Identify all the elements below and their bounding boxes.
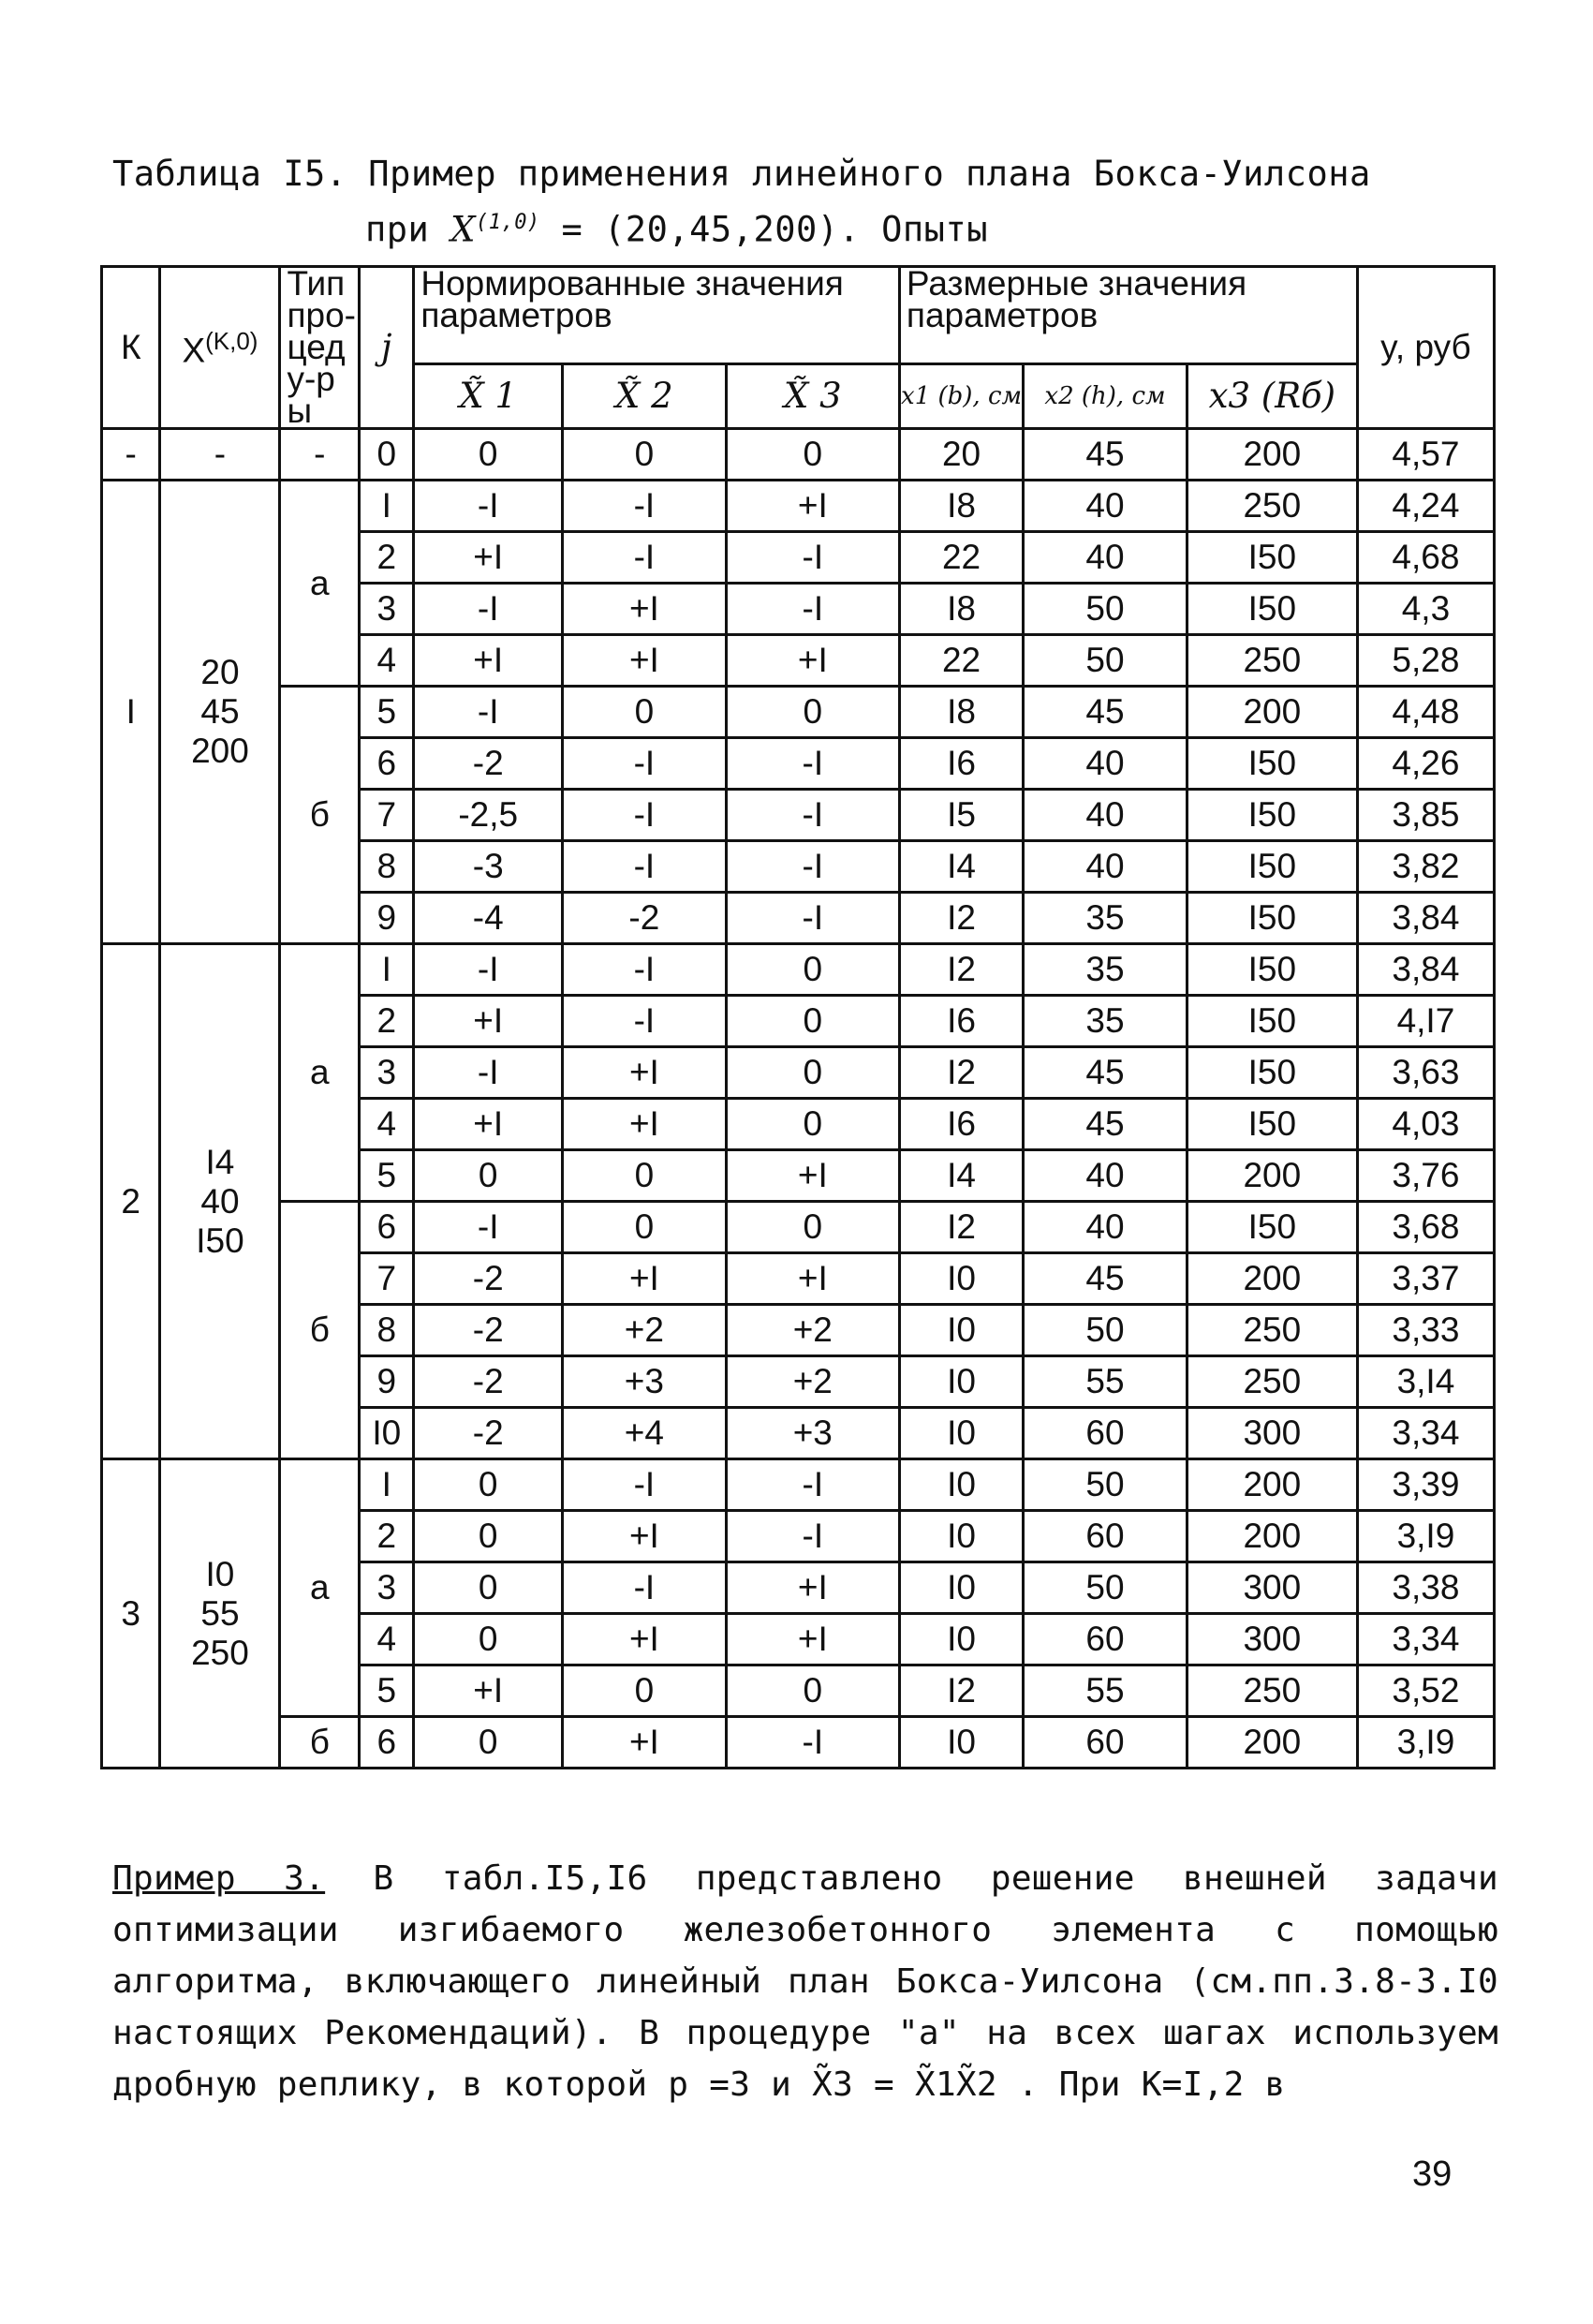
table-cell: -2 bbox=[414, 1253, 563, 1305]
table-cell: 0 bbox=[726, 1665, 899, 1717]
table-cell: I bbox=[360, 944, 414, 996]
table-cell: 2 bbox=[360, 1511, 414, 1562]
table-cell: -I bbox=[726, 841, 899, 893]
table-cell: -I bbox=[726, 738, 899, 790]
table-cell: I50 bbox=[1187, 1202, 1357, 1253]
table-cell: +I bbox=[726, 481, 899, 532]
group-x bbox=[160, 944, 280, 1459]
table-cell: I0 bbox=[899, 1408, 1023, 1459]
table-cell: 6 bbox=[360, 738, 414, 790]
table-cell: I4 bbox=[899, 841, 1023, 893]
table-cell: I50 bbox=[1187, 944, 1357, 996]
header-dim-x1: x1 (b), см bbox=[899, 363, 1023, 428]
group-x-value: I4 bbox=[205, 1142, 235, 1181]
table-cell: +I bbox=[726, 1253, 899, 1305]
table-cell: 200 bbox=[1187, 429, 1357, 481]
caption-sup: (1,0) bbox=[475, 211, 540, 234]
table-cell: 45 bbox=[1024, 1253, 1187, 1305]
table-cell: 0 bbox=[563, 1665, 727, 1717]
header-norm: Нормированные значения параметров bbox=[414, 267, 900, 364]
table-cell: +I bbox=[563, 635, 727, 687]
experiment-table bbox=[100, 265, 1496, 1769]
table-cell: -I bbox=[726, 1511, 899, 1562]
table-cell: I8 bbox=[899, 481, 1023, 532]
table-cell: 4,26 bbox=[1357, 738, 1494, 790]
table-row bbox=[102, 687, 1495, 738]
table-cell: +I bbox=[726, 1614, 899, 1665]
table-cell: I0 bbox=[899, 1253, 1023, 1305]
table-cell: 0 bbox=[414, 429, 563, 481]
group-x-value: 20 bbox=[200, 653, 240, 691]
table-cell: 3,76 bbox=[1357, 1150, 1494, 1202]
table-cell: 0 bbox=[726, 1099, 899, 1150]
table-cell: 4 bbox=[360, 1614, 414, 1665]
table-cell: I50 bbox=[1187, 996, 1357, 1047]
table-cell: +I bbox=[414, 635, 563, 687]
header-j: j bbox=[360, 267, 414, 429]
table-cell: 250 bbox=[1187, 1305, 1357, 1356]
table-cell: -4 bbox=[414, 893, 563, 944]
table-cell: -I bbox=[563, 532, 727, 584]
table-cell: +I bbox=[726, 635, 899, 687]
table-cell: I0 bbox=[899, 1614, 1023, 1665]
group-x-value: 250 bbox=[191, 1633, 249, 1672]
table-cell: 45 bbox=[1024, 1099, 1187, 1150]
table-cell: -I bbox=[563, 944, 727, 996]
proc-type: а bbox=[280, 481, 360, 687]
group-x bbox=[160, 481, 280, 944]
table-cell: 40 bbox=[1024, 532, 1187, 584]
table-row-base bbox=[102, 429, 1495, 481]
group-x-value: 55 bbox=[200, 1593, 240, 1633]
table-row bbox=[102, 1717, 1495, 1769]
table-cell: I4 bbox=[899, 1150, 1023, 1202]
table-cell: 40 bbox=[1024, 1202, 1187, 1253]
table-cell: -I bbox=[726, 790, 899, 841]
table-cell: 250 bbox=[1187, 635, 1357, 687]
table-cell: I50 bbox=[1187, 841, 1357, 893]
table-cell: I2 bbox=[899, 893, 1023, 944]
table-cell: I2 bbox=[899, 1202, 1023, 1253]
table-cell: 35 bbox=[1024, 996, 1187, 1047]
table-cell: 4 bbox=[360, 1099, 414, 1150]
table-cell: 35 bbox=[1024, 944, 1187, 996]
table-cell: 0 bbox=[414, 1614, 563, 1665]
header-k: К bbox=[102, 267, 160, 429]
header-dim-x3: x3 (Rб) bbox=[1187, 363, 1357, 428]
table-cell: -I bbox=[726, 532, 899, 584]
table-cell: I0 bbox=[899, 1459, 1023, 1511]
proc-type: б bbox=[280, 1717, 360, 1769]
table-cell: 4,68 bbox=[1357, 532, 1494, 584]
table-cell: 0 bbox=[563, 429, 727, 481]
proc-type: а bbox=[280, 1459, 360, 1717]
header-type: Тип про-цеду-ры bbox=[280, 267, 360, 429]
table-cell: 200 bbox=[1187, 1150, 1357, 1202]
table-cell: 0 bbox=[726, 1047, 899, 1099]
header-norm-x3: X̃ 3 bbox=[726, 363, 899, 428]
table-row bbox=[102, 944, 1495, 996]
table-cell: I50 bbox=[1187, 1047, 1357, 1099]
table-cell: 4,57 bbox=[1357, 429, 1494, 481]
table-cell: 0 bbox=[360, 429, 414, 481]
table-cell: 250 bbox=[1187, 1356, 1357, 1408]
table-cell: -I bbox=[414, 1047, 563, 1099]
table-cell: 200 bbox=[1187, 1253, 1357, 1305]
table-cell: 3,82 bbox=[1357, 841, 1494, 893]
table-cell: I2 bbox=[899, 944, 1023, 996]
header-norm-x2: X̃ 2 bbox=[563, 363, 727, 428]
table-cell: +2 bbox=[563, 1305, 727, 1356]
table-cell: +3 bbox=[563, 1356, 727, 1408]
table-row bbox=[102, 481, 1495, 532]
group-k: 3 bbox=[102, 1459, 160, 1769]
table-cell: I0 bbox=[899, 1356, 1023, 1408]
table-cell: +I bbox=[563, 1047, 727, 1099]
table-cell: 22 bbox=[899, 635, 1023, 687]
table-cell: -I bbox=[563, 738, 727, 790]
example-paragraph bbox=[112, 1853, 1498, 2110]
table-cell: 60 bbox=[1024, 1717, 1187, 1769]
table-cell: I0 bbox=[899, 1305, 1023, 1356]
table-cell: 4,3 bbox=[1357, 584, 1494, 635]
page-number: 39 bbox=[1412, 2154, 1453, 2194]
table-cell: 3,52 bbox=[1357, 1665, 1494, 1717]
table-cell: I2 bbox=[899, 1047, 1023, 1099]
table-cell: +I bbox=[563, 1511, 727, 1562]
table-cell: 0 bbox=[414, 1150, 563, 1202]
table-cell: 3 bbox=[360, 1562, 414, 1614]
table-cell: 50 bbox=[1024, 1459, 1187, 1511]
table-cell: - bbox=[102, 429, 160, 481]
table-cell: 7 bbox=[360, 1253, 414, 1305]
table-cell: +I bbox=[726, 1150, 899, 1202]
table-cell: 3,63 bbox=[1357, 1047, 1494, 1099]
table-cell: 4,03 bbox=[1357, 1099, 1494, 1150]
table-cell: 20 bbox=[899, 429, 1023, 481]
table-cell: 200 bbox=[1187, 1459, 1357, 1511]
table-cell: I5 bbox=[899, 790, 1023, 841]
table-cell: 3,84 bbox=[1357, 944, 1494, 996]
table-cell: 3,37 bbox=[1357, 1253, 1494, 1305]
table-cell: 7 bbox=[360, 790, 414, 841]
header-norm-x1: X̃ 1 bbox=[414, 363, 563, 428]
table-cell: 0 bbox=[726, 1202, 899, 1253]
table-cell: +I bbox=[726, 1562, 899, 1614]
table-cell: +4 bbox=[563, 1408, 727, 1459]
table-cell: -I bbox=[563, 1459, 727, 1511]
table-cell: +2 bbox=[726, 1305, 899, 1356]
table-cell: 40 bbox=[1024, 790, 1187, 841]
example-lead: Пример 3. bbox=[112, 1859, 326, 1898]
table-row bbox=[102, 1202, 1495, 1253]
table-cell: 40 bbox=[1024, 481, 1187, 532]
table-cell: 40 bbox=[1024, 841, 1187, 893]
table-cell: 50 bbox=[1024, 635, 1187, 687]
table-cell: 0 bbox=[414, 1459, 563, 1511]
table-cell: 0 bbox=[726, 944, 899, 996]
table-cell: -2,5 bbox=[414, 790, 563, 841]
table-cell: -2 bbox=[414, 1356, 563, 1408]
table-cell: I6 bbox=[899, 738, 1023, 790]
table-cell: 50 bbox=[1024, 584, 1187, 635]
table-cell: +I bbox=[563, 584, 727, 635]
group-x-value: I0 bbox=[205, 1554, 235, 1593]
table-cell: 60 bbox=[1024, 1511, 1187, 1562]
table-cell: -2 bbox=[563, 893, 727, 944]
table-cell: 60 bbox=[1024, 1614, 1187, 1665]
table-cell: -I bbox=[726, 1717, 899, 1769]
table-cell: 0 bbox=[414, 1511, 563, 1562]
proc-type: б bbox=[280, 1202, 360, 1459]
table-cell: I0 bbox=[899, 1562, 1023, 1614]
table-cell: - bbox=[160, 429, 280, 481]
table-cell: 9 bbox=[360, 893, 414, 944]
caption-line-2 bbox=[112, 199, 1371, 254]
table-cell: -I bbox=[563, 481, 727, 532]
table-cell: 55 bbox=[1024, 1665, 1187, 1717]
table-cell: 3 bbox=[360, 1047, 414, 1099]
table-cell: 4,I7 bbox=[1357, 996, 1494, 1047]
table-cell: -I bbox=[563, 841, 727, 893]
table-cell: -I bbox=[414, 1202, 563, 1253]
table-cell: 5 bbox=[360, 1665, 414, 1717]
table-cell: I50 bbox=[1187, 584, 1357, 635]
table-cell: 0 bbox=[563, 1202, 727, 1253]
table-cell: 0 bbox=[563, 687, 727, 738]
table-cell: 2 bbox=[360, 996, 414, 1047]
group-k: I bbox=[102, 481, 160, 944]
table-cell: I50 bbox=[1187, 1099, 1357, 1150]
table-cell: 3,38 bbox=[1357, 1562, 1494, 1614]
table-cell: 200 bbox=[1187, 1511, 1357, 1562]
table-cell: -3 bbox=[414, 841, 563, 893]
table-cell: +3 bbox=[726, 1408, 899, 1459]
caption-prefix: при bbox=[365, 209, 451, 250]
table-cell: -I bbox=[726, 893, 899, 944]
table-cell: - bbox=[280, 429, 360, 481]
table-cell: I8 bbox=[899, 584, 1023, 635]
caption-line-1: Таблица I5. Пример применения линейного плана Бокса-Уилсона bbox=[112, 154, 1371, 194]
table-cell: 250 bbox=[1187, 1665, 1357, 1717]
table-cell: I0 bbox=[360, 1408, 414, 1459]
group-x-value: 40 bbox=[200, 1181, 240, 1221]
table-cell: 5,28 bbox=[1357, 635, 1494, 687]
table-cell: 40 bbox=[1024, 738, 1187, 790]
group-x bbox=[160, 1459, 280, 1769]
table-cell: I6 bbox=[899, 996, 1023, 1047]
table-cell: 0 bbox=[726, 429, 899, 481]
table-cell: 3,34 bbox=[1357, 1614, 1494, 1665]
table-cell: -I bbox=[414, 687, 563, 738]
table-cell: 50 bbox=[1024, 1305, 1187, 1356]
table-cell: 22 bbox=[899, 532, 1023, 584]
table-cell: I50 bbox=[1187, 532, 1357, 584]
table-cell: 5 bbox=[360, 1150, 414, 1202]
table-cell: I8 bbox=[899, 687, 1023, 738]
caption-rest: = (20,45,200). Опыты bbox=[539, 209, 988, 250]
table-cell: +I bbox=[414, 996, 563, 1047]
table-cell: 2 bbox=[360, 532, 414, 584]
table-cell: 6 bbox=[360, 1717, 414, 1769]
table-cell: -I bbox=[563, 790, 727, 841]
table-cell: -2 bbox=[414, 1408, 563, 1459]
table-cell: 4,24 bbox=[1357, 481, 1494, 532]
table-cell: +I bbox=[414, 1665, 563, 1717]
table-cell: 200 bbox=[1187, 1717, 1357, 1769]
table-cell: I6 bbox=[899, 1099, 1023, 1150]
table-cell: 3,84 bbox=[1357, 893, 1494, 944]
group-x-value: 200 bbox=[191, 732, 249, 770]
table-caption bbox=[112, 150, 1371, 254]
table-cell: 3 bbox=[360, 584, 414, 635]
table-cell: +I bbox=[563, 1253, 727, 1305]
table-cell: 45 bbox=[1024, 687, 1187, 738]
table-cell: -I bbox=[414, 584, 563, 635]
table-cell: 3,33 bbox=[1357, 1305, 1494, 1356]
table-cell: 3,85 bbox=[1357, 790, 1494, 841]
table-cell: -2 bbox=[414, 738, 563, 790]
table-cell: +2 bbox=[726, 1356, 899, 1408]
table-cell: 3,I9 bbox=[1357, 1717, 1494, 1769]
table-cell: I0 bbox=[899, 1511, 1023, 1562]
table-cell: 60 bbox=[1024, 1408, 1187, 1459]
table-cell: 0 bbox=[414, 1562, 563, 1614]
header-row-1 bbox=[102, 267, 1495, 364]
table-cell: 6 bbox=[360, 1202, 414, 1253]
table-cell: 35 bbox=[1024, 893, 1187, 944]
table-cell: 45 bbox=[1024, 429, 1187, 481]
table-cell: -I bbox=[726, 584, 899, 635]
table-cell: 5 bbox=[360, 687, 414, 738]
table-cell: +I bbox=[563, 1717, 727, 1769]
table-cell: 0 bbox=[726, 996, 899, 1047]
table-cell: 45 bbox=[1024, 1047, 1187, 1099]
table-cell: 3,I9 bbox=[1357, 1511, 1494, 1562]
table-cell: -I bbox=[414, 944, 563, 996]
table-cell: I0 bbox=[899, 1717, 1023, 1769]
table-cell: 3,34 bbox=[1357, 1408, 1494, 1459]
table-cell: -2 bbox=[414, 1305, 563, 1356]
group-k: 2 bbox=[102, 944, 160, 1459]
group-x-value: 45 bbox=[200, 692, 240, 731]
table-cell: 50 bbox=[1024, 1562, 1187, 1614]
table-cell: 3,68 bbox=[1357, 1202, 1494, 1253]
table-cell: -I bbox=[414, 481, 563, 532]
table-cell: I bbox=[360, 1459, 414, 1511]
table-row bbox=[102, 1459, 1495, 1511]
table-cell: +I bbox=[563, 1614, 727, 1665]
table-cell: 250 bbox=[1187, 481, 1357, 532]
table-cell: I50 bbox=[1187, 738, 1357, 790]
table-cell: -I bbox=[726, 1459, 899, 1511]
table-cell: +I bbox=[414, 532, 563, 584]
table-cell: 55 bbox=[1024, 1356, 1187, 1408]
table-cell: 3,39 bbox=[1357, 1459, 1494, 1511]
table-cell: 3,I4 bbox=[1357, 1356, 1494, 1408]
header-y: y, руб bbox=[1357, 267, 1494, 429]
table-cell: 0 bbox=[414, 1717, 563, 1769]
header-dim-x2: x2 (h), см bbox=[1024, 363, 1187, 428]
table-cell: 300 bbox=[1187, 1562, 1357, 1614]
table-cell: +I bbox=[414, 1099, 563, 1150]
table-cell: 0 bbox=[726, 687, 899, 738]
proc-type: а bbox=[280, 944, 360, 1202]
table-cell: 300 bbox=[1187, 1614, 1357, 1665]
table-cell: I50 bbox=[1187, 790, 1357, 841]
table-cell: -I bbox=[563, 996, 727, 1047]
table-cell: 8 bbox=[360, 1305, 414, 1356]
proc-type: б bbox=[280, 687, 360, 944]
table-cell: 40 bbox=[1024, 1150, 1187, 1202]
table-cell: 8 bbox=[360, 841, 414, 893]
table-cell: 0 bbox=[563, 1150, 727, 1202]
table-cell: I2 bbox=[899, 1665, 1023, 1717]
table-cell: I50 bbox=[1187, 893, 1357, 944]
table-cell: +I bbox=[563, 1099, 727, 1150]
caption-x: X bbox=[450, 209, 476, 250]
table-cell: I bbox=[360, 481, 414, 532]
table-cell: 4 bbox=[360, 635, 414, 687]
group-x-value: I50 bbox=[196, 1221, 244, 1260]
example-text: В табл.I5,I6 представлено решение внешней задачи оптимизации изгибаемого железобетонного элемента с помощью алгоритма, включающего линейный план Бокса-Уилсона (см.пп.3.8-3.I0 настоящих Рекомендаций). В процедуре "а" на всех шагах используем дробную реплику, в которой р =3 и X̃3 = X̃1X̃2 . При К=I,2 в bbox=[112, 1859, 1498, 2104]
table-cell: -I bbox=[563, 1562, 727, 1614]
header-dim: Размерные значения параметров bbox=[899, 267, 1357, 364]
table-cell: 4,48 bbox=[1357, 687, 1494, 738]
table-cell: 9 bbox=[360, 1356, 414, 1408]
table-cell: 200 bbox=[1187, 687, 1357, 738]
header-xk0: $X^{(K,0)}$ bbox=[160, 267, 280, 429]
table-cell: 300 bbox=[1187, 1408, 1357, 1459]
